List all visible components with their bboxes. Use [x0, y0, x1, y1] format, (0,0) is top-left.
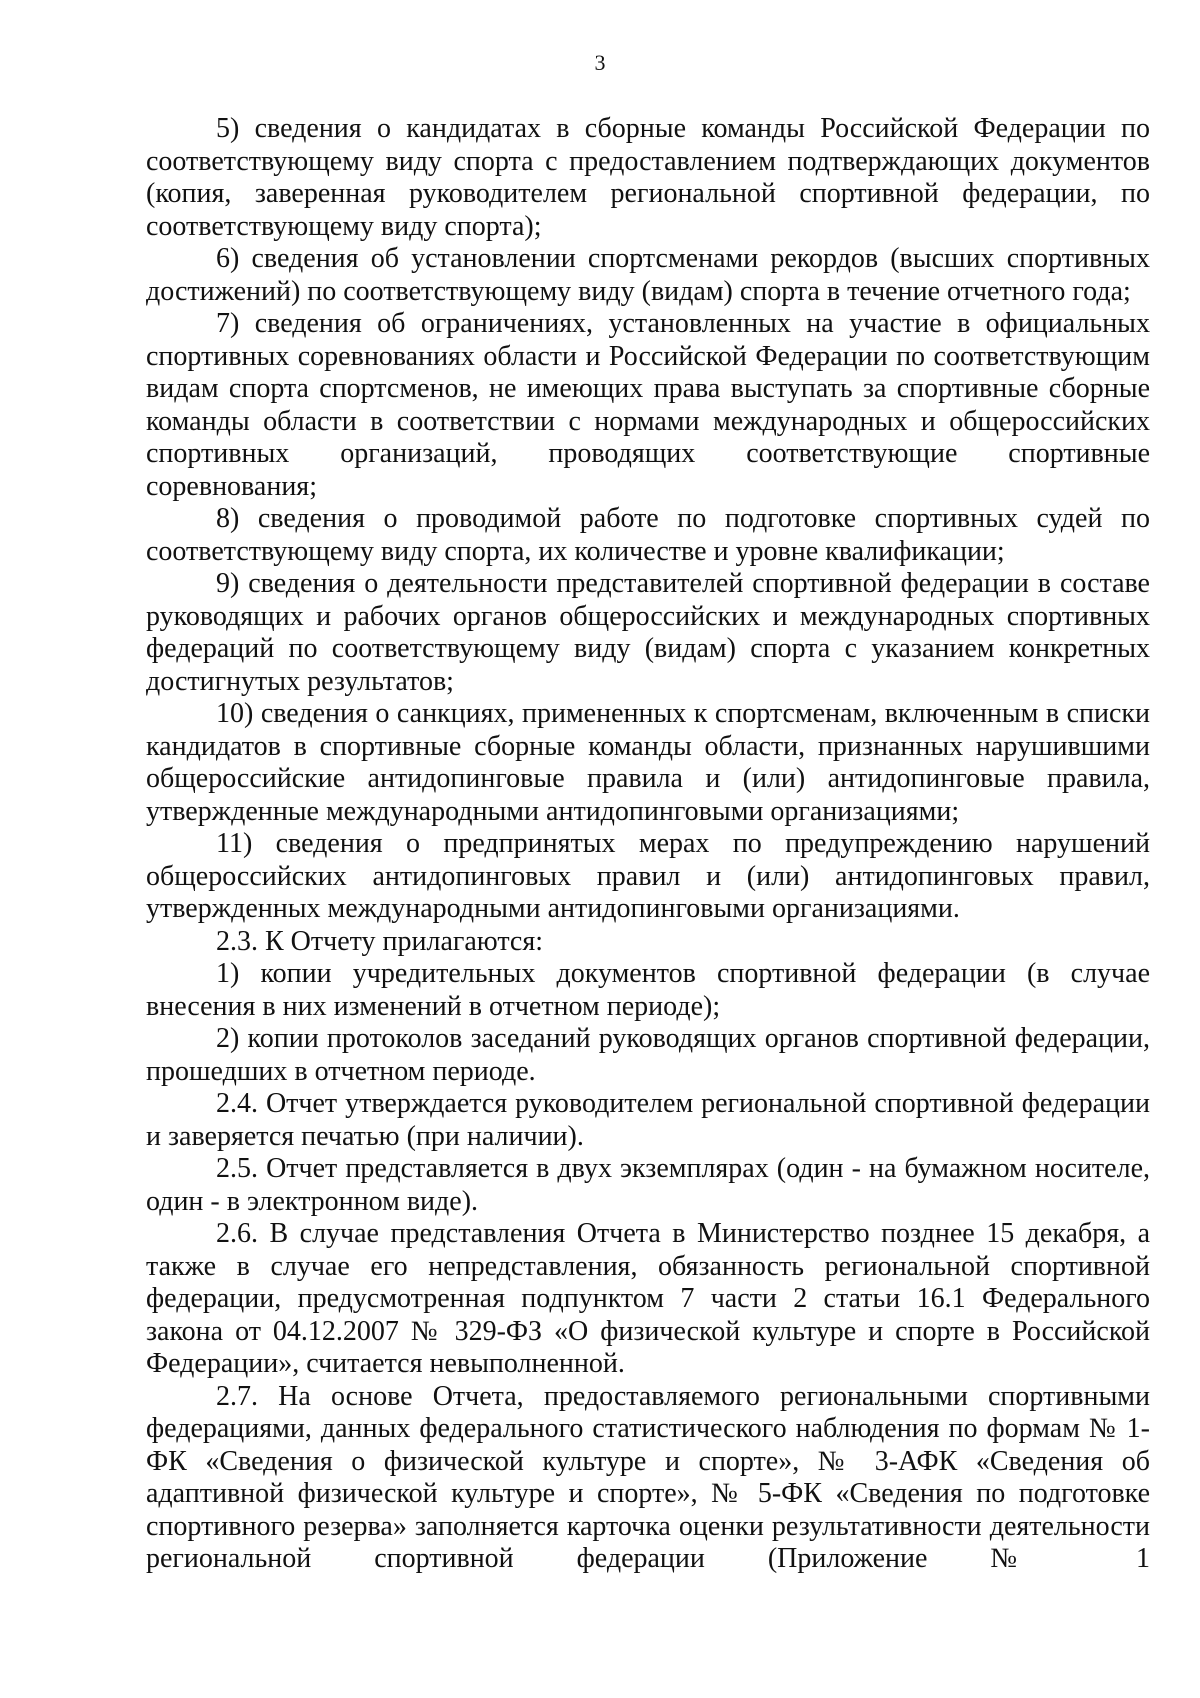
- paragraph-section-2-3: 2.3. К Отчету прилагаются:: [216, 925, 544, 957]
- paragraph-attachment-1: 1) копии учредительных документов спортивной федерации (в случае внесения в них изменений в отчетном периоде);: [146, 958, 1150, 1022]
- paragraph-attachment-2: 2) копии протоколов заседаний руководящих органов спортивной федерации, прошедших в отчетном периоде.: [146, 1023, 1150, 1087]
- paragraph-item-5: 5) сведения о кандидатах в сборные команды Российской Федерации по соответствующему виду спорта с предоставлением подтверждающих документов (копия, заверенная руководителем региональной спортивной федерации, по соответствующему виду спорта);: [146, 113, 1150, 242]
- paragraph-item-9: 9) сведения о деятельности представителей спортивной федерации в составе руководящих и рабочих органов общероссийских и международных спортивных федераций по соответствующему виду (видам) спорта с указанием конкретных достигнутых результатов;: [146, 568, 1150, 697]
- page-number: 3: [594, 50, 606, 75]
- paragraph-section-2-4: 2.4. Отчет утверждается руководителем региональной спортивной федерации и заверяется печатью (при наличии).: [146, 1088, 1150, 1152]
- paragraph-section-2-6: 2.6. В случае представления Отчета в Министерство позднее 15 декабря, а также в случае его непредставления, обязанность региональной спортивной федерации, предусмотренная подпунктом 7 части 2 статьи 16.1 Федерального закона от 04.12.2007 № 329-ФЗ «О физической культуре и спорте в Российской Федерации», считается невыполненной.: [146, 1218, 1150, 1379]
- paragraph-item-10: 10) сведения о санкциях, примененных к спортсменам, включенным в списки кандидатов в спортивные сборные команды области, признанных нарушившими общероссийские антидопинговые правила и (или) антидопинговые правила, утвержденные международными антидопинговыми организациями;: [146, 698, 1150, 827]
- paragraph-item-8: 8) сведения о проводимой работе по подготовке спортивных судей по соответствующему виду спорта, их количестве и уровне квалификации;: [146, 503, 1150, 567]
- paragraph-item-7: 7) сведения об ограничениях, установленных на участие в официальных спортивных соревнованиях области и Российской Федерации по соответствующим видам спорта спортсменов, не имеющих права выступать за спортивные сборные команды области в соответствии с нормами международных и общероссийских спортивных организаций, проводящих соответствующие спортивные соревнования;: [146, 308, 1150, 502]
- paragraph-item-11: 11) сведения о предпринятых мерах по предупреждению нарушений общероссийских антидопинговых правил и (или) антидопинговых правил, утвержденных международными антидопинговыми организациями.: [146, 828, 1150, 924]
- paragraph-section-2-7: 2.7. На основе Отчета, предоставляемого региональными спортивными федерациями, данных федерального статистического наблюдения по формам № 1-ФК «Сведения о физической культуре и спорте», № 3-АФК «Сведения об адаптивной физической культуре и спорте», № 5-ФК «Сведения по подготовке спортивного резерва» заполняется карточка оценки результативности деятельности региональной спортивной федерации (Приложение № 1: [146, 1380, 1150, 1574]
- paragraph-item-6: 6) сведения об установлении спортсменами рекордов (высших спортивных достижений) по соответствующему виду (видам) спорта в течение отчетного года;: [146, 243, 1150, 307]
- paragraph-section-2-5: 2.5. Отчет представляется в двух экземплярах (один - на бумажном носителе, один - в электронном виде).: [146, 1153, 1150, 1217]
- document-body: [146, 113, 1150, 1576]
